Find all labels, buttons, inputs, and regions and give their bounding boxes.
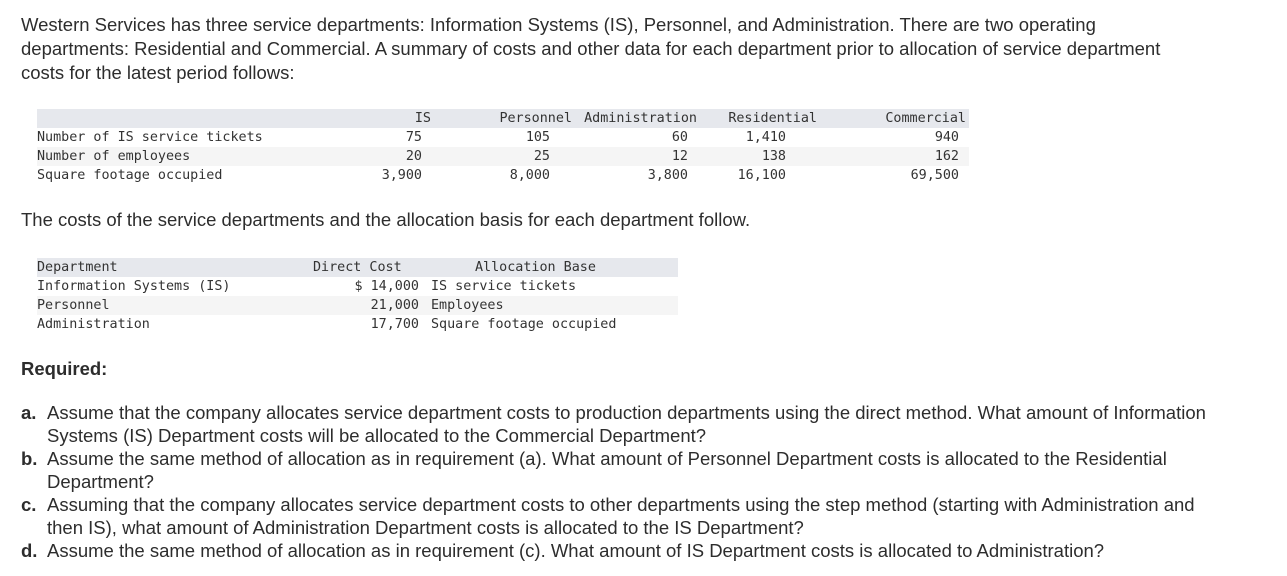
cell-administration: 60 [671, 130, 688, 145]
requirement-tag: a. [21, 402, 37, 423]
summary-header-row [37, 109, 969, 128]
cell-is: 3,900 [381, 168, 422, 183]
costs-header-direct-cost: Direct Cost [313, 258, 419, 277]
requirement-text: Assuming that the company allocates service department costs to other departments using the step method (starting with Administration and then IS), what amount of Administration Department costs is allocated to the IS Department? [47, 494, 1195, 538]
summary-header-administration: Administration [572, 109, 697, 128]
cell-personnel: 105 [525, 130, 550, 145]
summary-row-tickets [37, 128, 969, 147]
costs-intro: The costs of the service departments and the allocation basis for each department follow. [21, 209, 751, 230]
cell-is: 75 [405, 130, 422, 145]
cell-commercial: 940 [934, 130, 959, 145]
row-label: Square footage occupied [37, 168, 223, 183]
intro-paragraph: Western Services has three service departments: Information Systems (IS), Personnel, and Administration. There are two operating departments: Residential and Commercial. A summary of costs and other data for each department prior to allocation of service department costs for the latest period follows: [21, 14, 1161, 83]
cell-commercial: 69,500 [910, 168, 959, 183]
allocation-base: Employees [419, 296, 678, 315]
requirement-text: Assume the same method of allocation as in requirement (a). What amount of Personnel Department costs is allocated to the Residential Department? [47, 448, 1167, 492]
cell-personnel: 8,000 [509, 168, 550, 183]
costs-row-is [37, 277, 678, 296]
row-label: Number of IS service tickets [37, 130, 263, 145]
cell-commercial: 162 [817, 147, 969, 166]
requirement-d [21, 539, 1231, 562]
requirement-text: Assume the same method of allocation as in requirement (c). What amount of IS Department costs is allocated to Administration? [47, 540, 1105, 561]
department-name: Administration [37, 317, 150, 332]
requirement-tag: d. [21, 540, 38, 561]
required-list [21, 401, 1231, 562]
costs-header-allocation-base: Allocation Base [419, 258, 678, 277]
row-label: Number of employees [37, 147, 292, 166]
summary-header-personnel: Personnel [457, 109, 572, 128]
cell-is: 20 [292, 147, 457, 166]
costs-header-row [37, 258, 678, 277]
summary-header-is: IS [292, 109, 457, 128]
summary-header-blank [37, 109, 292, 128]
cell-residential: 138 [697, 147, 817, 166]
costs-table [37, 258, 678, 334]
allocation-base: Square footage occupied [431, 317, 617, 332]
cell-residential: 1,410 [745, 130, 786, 145]
requirement-b [21, 447, 1231, 493]
direct-cost: 17,700 [370, 317, 419, 332]
summary-table [37, 109, 969, 185]
direct-cost: 21,000 [313, 296, 419, 315]
summary-header-residential: Residential [697, 109, 817, 128]
cell-residential: 16,100 [737, 168, 786, 183]
allocation-base: IS service tickets [431, 279, 577, 294]
requirement-text: Assume that the company allocates service department costs to production departments using the direct method. What amount of Information Systems (IS) Department costs will be allocated to the Commercial Department? [47, 402, 1206, 446]
costs-row-personnel [37, 296, 678, 315]
department-name: Information Systems (IS) [37, 279, 231, 294]
department-name: Personnel [37, 296, 313, 315]
requirement-tag: b. [21, 448, 38, 469]
summary-header-commercial: Commercial [817, 109, 969, 128]
direct-cost: $ 14,000 [354, 279, 419, 294]
cell-administration: 12 [572, 147, 697, 166]
requirement-tag: c. [21, 494, 37, 515]
summary-row-employees [37, 147, 969, 166]
costs-row-administration [37, 315, 678, 334]
required-heading: Required: [21, 358, 108, 379]
cell-administration: 3,800 [647, 168, 688, 183]
requirement-c [21, 493, 1231, 539]
cell-personnel: 25 [457, 147, 572, 166]
requirement-a [21, 401, 1231, 447]
summary-row-square-footage [37, 166, 969, 185]
costs-header-department: Department [37, 258, 313, 277]
